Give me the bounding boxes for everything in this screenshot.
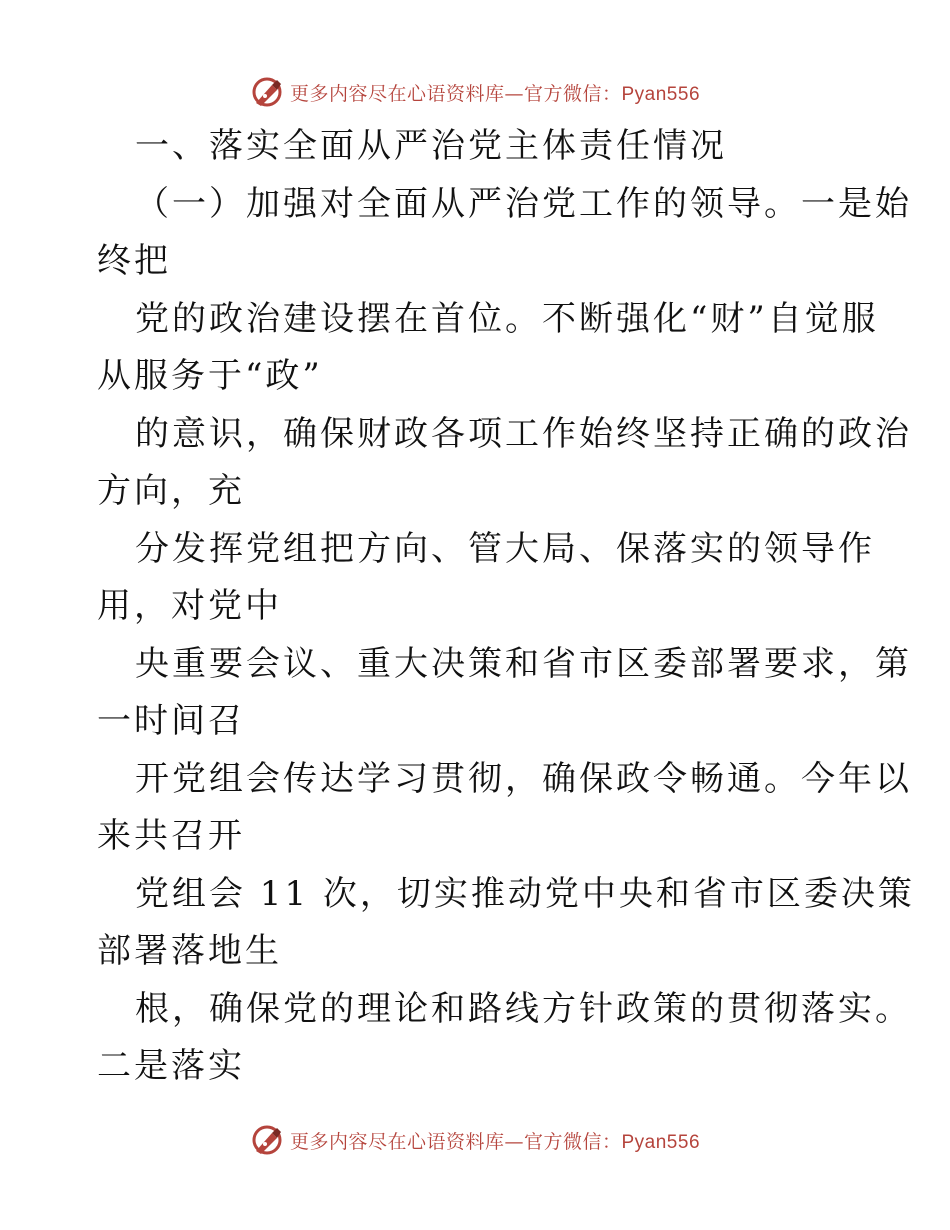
wechat-id: Pyan556 xyxy=(621,1131,701,1153)
text-line: 部署落地生 xyxy=(97,931,282,971)
pen-nib-logo-icon xyxy=(250,1123,284,1157)
text-line: 分发挥党组把方向、管大局、保落实的领导作 xyxy=(135,528,875,569)
text-line: 一、落实全面从严治党主体责任情况 xyxy=(135,126,727,166)
text-line: 二是落实 xyxy=(97,1046,245,1086)
text-line: 党组会 11 次，切实推动党中央和省市区委决策 xyxy=(135,873,915,914)
text-line: 央重要会议、重大决策和省市区委部署要求，第 xyxy=(135,643,912,684)
header-banner xyxy=(0,70,950,114)
text-line: 用，对党中 xyxy=(97,586,282,626)
text-line: 终把 xyxy=(97,241,171,281)
wechat-id: Pyan556 xyxy=(621,83,701,105)
text-line: 的意识，确保财政各项工作始终坚持正确的政治 xyxy=(135,413,912,454)
text-line: 一时间召 xyxy=(97,701,245,741)
text-line: （一）加强对全面从严治党工作的领导。一是始 xyxy=(135,183,912,224)
banner-text: 更多内容尽在心语资料库—官方微信：Pyan556 xyxy=(289,1130,701,1153)
document-body xyxy=(97,118,915,1096)
text-line: 来共召开 xyxy=(97,816,245,856)
text-line: 从服务于“政” xyxy=(97,356,323,396)
text-line: 根，确保党的理论和路线方针政策的贯彻落实。 xyxy=(135,988,912,1029)
text-line: 党的政治建设摆在首位。不断强化“财”自觉服 xyxy=(135,298,879,339)
text-line: 方向，充 xyxy=(97,471,245,511)
pen-nib-logo-icon xyxy=(250,75,284,109)
text-line: 开党组会传达学习贯彻，确保政令畅通。今年以 xyxy=(135,758,912,799)
footer-banner xyxy=(0,1118,950,1162)
banner-text: 更多内容尽在心语资料库—官方微信：Pyan556 xyxy=(289,82,701,105)
